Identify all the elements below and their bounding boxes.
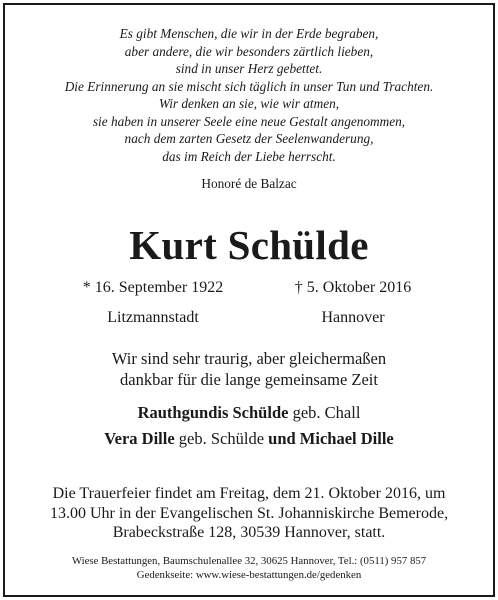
funeral-details (5, 484, 493, 543)
deceased-name: Kurt Schülde (129, 222, 369, 268)
funeral-line: Brabeckstraße 128, 30539 Hannover, statt. (112, 524, 386, 541)
notice-border (3, 3, 495, 597)
birth-place: Litzmannstadt (107, 309, 199, 326)
mourner-maiden-name: geb. Schülde (174, 429, 269, 448)
death-place: Hannover (321, 309, 385, 326)
poem-line: Die Erinnerung an sie mischt sich täglich in unser Tun und Trachten. (64, 78, 434, 94)
mourner-name: Rauthgundis Schülde (137, 403, 289, 422)
death-info (273, 273, 433, 333)
memorial-page: Gedenkseite: www.wiese-bestattungen.de/gedenken (136, 569, 362, 581)
sorrow-line: dankbar für die lange gemeinsame Zeit (120, 370, 378, 389)
poem-line: das im Reich der Liebe herrscht. (162, 148, 336, 164)
obituary-notice (5, 5, 493, 595)
poem (5, 25, 493, 165)
poem-author: Honoré de Balzac (201, 176, 297, 191)
mourner-name: Vera Dille (104, 429, 175, 448)
poem-line: aber andere, die wir besonders zärtlich lieben, (124, 43, 374, 59)
poem-line: Es gibt Menschen, die wir in der Erde begraben, (119, 26, 379, 41)
mourner-family (5, 429, 493, 449)
poem-line: sind in unser Herz gebettet. (175, 61, 323, 76)
undertaker-address: Wiese Bestattungen, Baumschulenallee 32, 30625 Hannover, Tel.: (0511) 957 857 (71, 555, 427, 567)
poem-line: Wir denken an sie, wie wir atmen, (158, 96, 340, 111)
sorrow-statement (5, 348, 493, 390)
birth-date: * 16. September 1922 (82, 279, 224, 296)
mourner-maiden-name: geb. Chall (288, 403, 361, 422)
poem-line: sie haben in unserer Seele eine neue Gestalt angenommen, (92, 113, 406, 129)
death-date: † 5. Oktober 2016 (294, 279, 412, 296)
undertaker-info (5, 554, 493, 582)
sorrow-line: Wir sind sehr traurig, aber gleichermaßen (111, 349, 387, 368)
funeral-line: 13.00 Uhr in der Evangelischen St. Johanniskirche Bemerode, (49, 504, 449, 522)
mourner-spouse (5, 403, 493, 423)
mourner-partner-name: und Michael Dille (268, 429, 394, 448)
funeral-line: Die Trauerfeier findet am Freitag, dem 21. Oktober 2016, um (52, 485, 446, 502)
poem-line: nach dem zarten Gesetz der Seelenwanderung, (124, 131, 374, 146)
birth-info (68, 273, 238, 333)
